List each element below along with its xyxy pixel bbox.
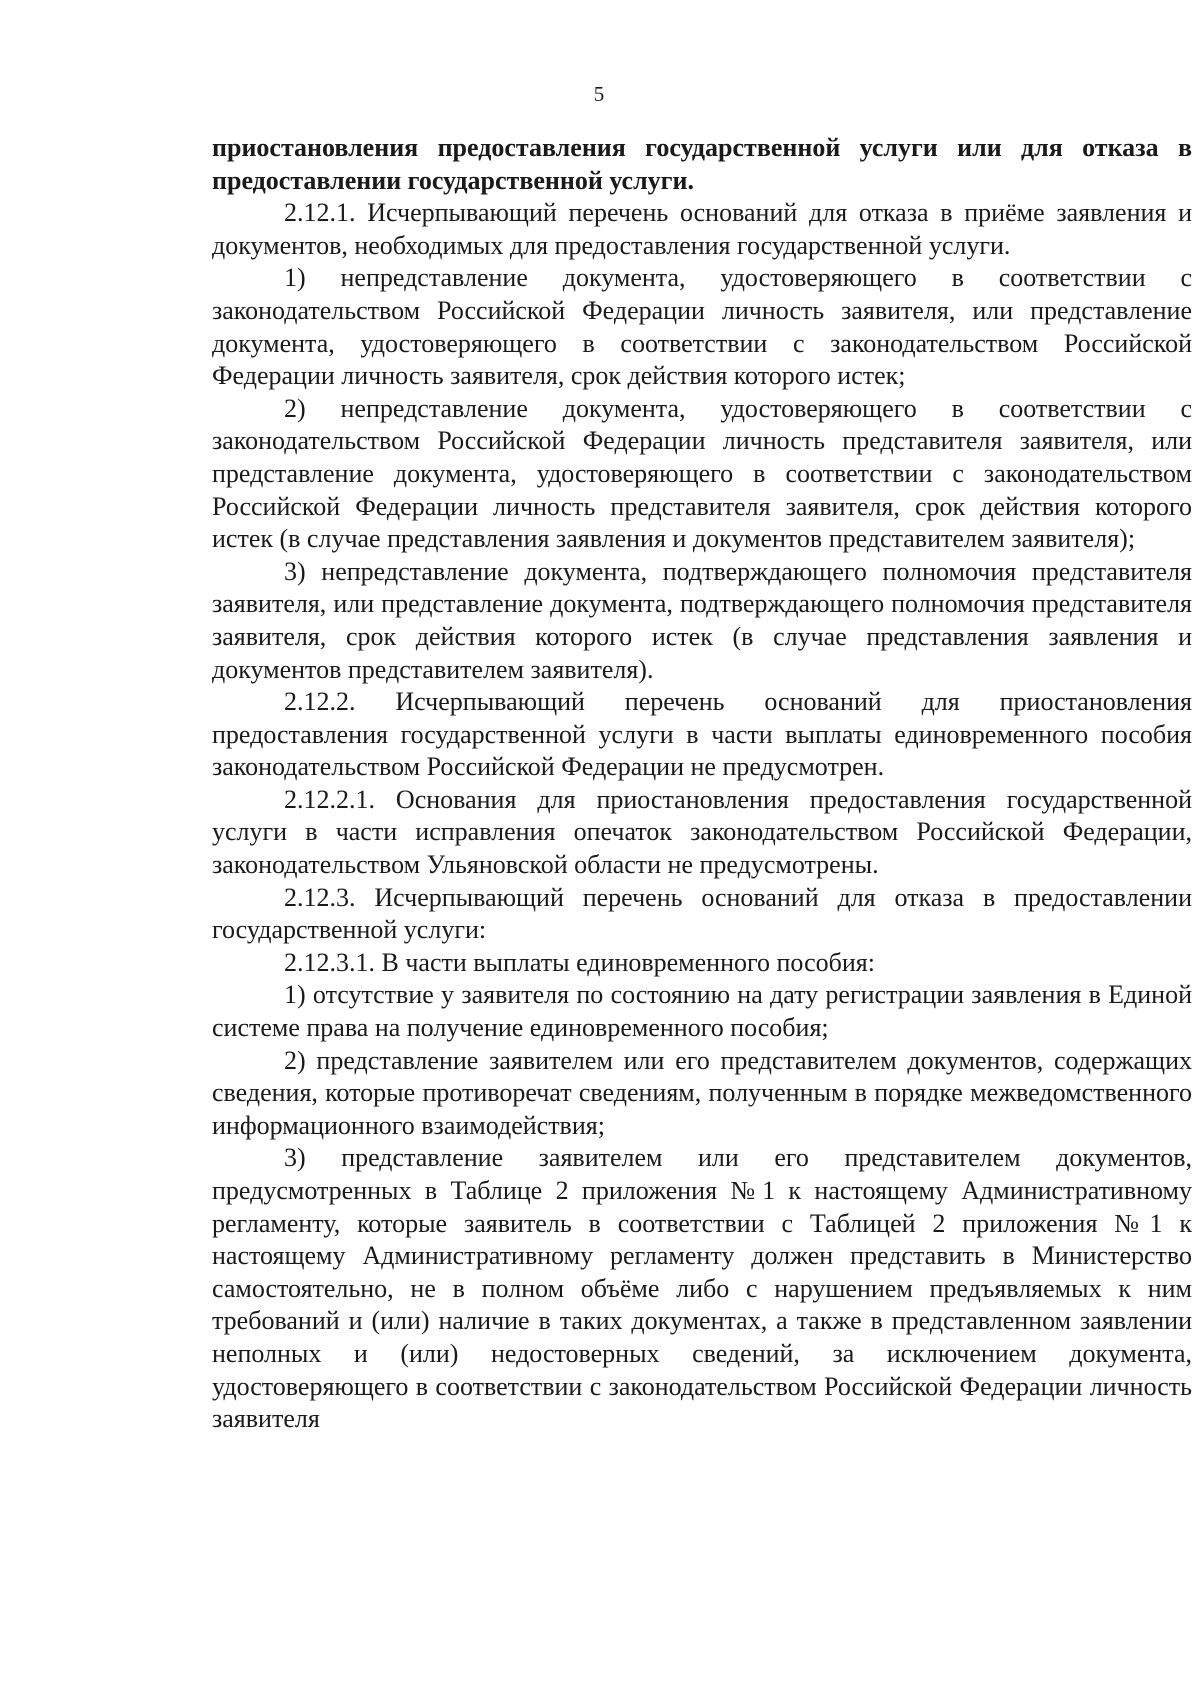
paragraph-2-12-1: 2.12.1. Исчерпывающий перечень оснований для отказа в приёме заявления и документов, необходимых для предоставления государственной услуги. bbox=[212, 198, 1192, 260]
paragraph-2-12-2: 2.12.2. Исчерпывающий перечень оснований для приостановления предоставления государственной услуги в части выплаты единовременного пособия законодательством Российской Федерации не предусмотрен. bbox=[212, 687, 1192, 782]
paragraph-item-3: 3) непредставление документа, подтверждающего полномочия представителя заявителя, или представление документа, подтверждающего полномочия представителя заявителя, срок действия которого истек (в случае представления заявления и документов представителем заявителя). bbox=[212, 556, 1192, 684]
paragraph-refusal-3: 3) представление заявителем или его представителем документов, предусмотренных в Таблице 2 приложения №1 к настоящему Административному регламенту, которые заявитель в соответствии с Таблицей 2 приложения №1 к настоящему Административному регламенту должен представить в Министерство самостоятельно, не в полном объёме либо с нарушением предъявляемых к ним требований и (или) наличие в таких документах, а также в представленном заявлении неполных и (или) недостоверных сведений, за исключением документа, удостоверяющего в соответствии с законодательством Российской Федерации личность заявителя bbox=[212, 1143, 1192, 1434]
paragraph-item-2: 2) непредставление документа, удостоверяющего в соответствии с законодательством Российской Федерации личность представителя заявителя, или представление документа, удостоверяющего в соответствии с законодательством Российской Федерации личность представителя заявителя, срок действия которого истек (в случае представления заявления и документов представителем заявителя); bbox=[212, 393, 1192, 554]
paragraph-refusal-1: 1) отсутствие у заявителя по состоянию на дату регистрации заявления в Единой системе права на получение единовременного пособия; bbox=[212, 980, 1192, 1043]
page-number: 5 bbox=[593, 82, 605, 106]
section-heading: приостановления предоставления государственной услуги или для отказа в предоставлении государственной услуги. bbox=[212, 133, 1192, 195]
paragraph-2-12-3-1: 2.12.3.1. В части выплаты единовременного пособия: bbox=[284, 947, 875, 977]
page-body bbox=[212, 132, 1192, 1436]
paragraph-2-12-2-1: 2.12.2.1. Основания для приостановления предоставления государственной услуги в части исправления опечаток законодательством Российской Федерации, законодательством Ульяновской области не предусмотрены. bbox=[212, 784, 1192, 880]
paragraph-item-1: 1) непредставление документа, удостоверяющего в соответствии с законодательством Российской Федерации личность заявителя, или представление документа, удостоверяющего в соответствии с законодательством Российской Федерации личность заявителя, срок действия которого истек; bbox=[212, 263, 1192, 391]
paragraph-2-12-3: 2.12.3. Исчерпывающий перечень оснований для отказа в предоставлении государственной услуги: bbox=[212, 882, 1192, 945]
paragraph-refusal-2: 2) представление заявителем или его представителем документов, содержащих сведения, которые противоречат сведениям, полученным в порядке межведомственного информационного взаимодействия; bbox=[212, 1045, 1192, 1140]
